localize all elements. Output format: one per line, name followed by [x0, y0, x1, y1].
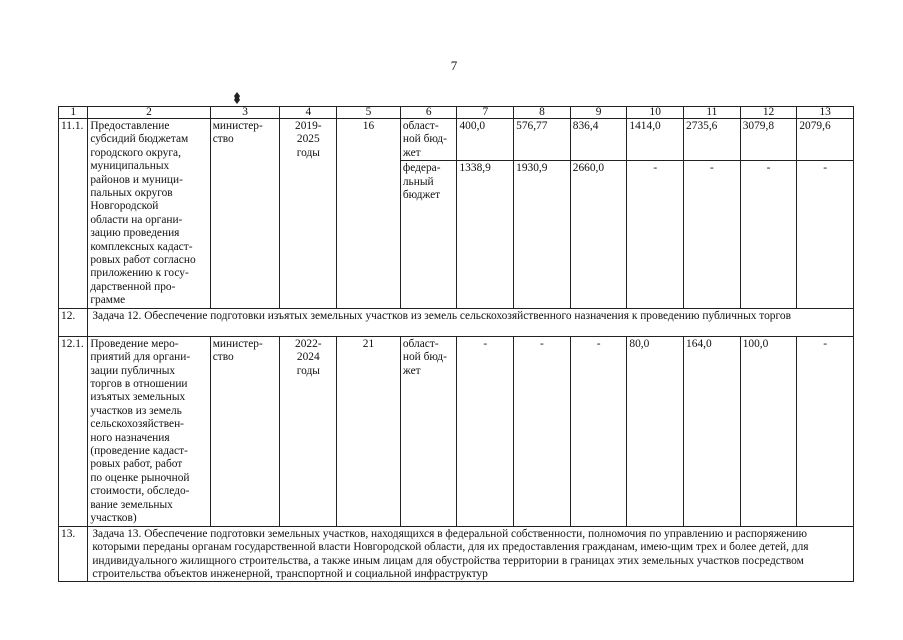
column-number: 2: [88, 107, 210, 119]
funding-value: 1338,9: [457, 161, 514, 308]
column-number: 12: [740, 107, 797, 119]
funding-value: -: [684, 161, 741, 308]
period: 2019- 2025 годы: [280, 119, 337, 309]
task-row: [59, 526, 854, 582]
column-number: 1: [59, 107, 88, 119]
period: 2022- 2024 годы: [280, 336, 337, 526]
task-number: 12.: [59, 308, 88, 336]
funding-value: 100,0: [740, 336, 797, 526]
funding-value: -: [514, 336, 571, 526]
funding-value: 2660,0: [570, 161, 627, 308]
funding-value: -: [457, 336, 514, 526]
funding-value: -: [797, 161, 854, 308]
task-text: Задача 13. Обеспечение подготовки земельных участков, находящихся в федеральной собственности, полномочия по управлению и распоряжению которыми переданы органам государственной власти Новгородской области, для их предоставления гражданам, имею-щим трех и более детей, для индивидуального жилищного строительства, а также иным лицам для обустройства территории в границах этих земельных участков посредством строительства объектов инженерной, транспортной и социальной инфраструктур: [88, 526, 854, 582]
funding-source: област- ной бюд- жет: [400, 336, 457, 526]
funding-value: 2735,6: [684, 119, 741, 161]
column-number: 10: [627, 107, 684, 119]
executor: министер- ство: [210, 119, 280, 309]
column-number: 7: [457, 107, 514, 119]
funding-value: 2079,6: [797, 119, 854, 161]
page-number: 7: [450, 58, 458, 73]
funding-value: 576,77: [514, 119, 571, 161]
column-number: 3: [210, 107, 280, 119]
column-number: 4: [280, 107, 337, 119]
column-number: 5: [337, 107, 401, 119]
task-text: Задача 12. Обеспечение подготовки изъятых земельных участков из земель сельскохозяйственного назначения к проведению публичных торгов: [88, 308, 854, 336]
funding-value: 80,0: [627, 336, 684, 526]
funding-value: 1414,0: [627, 119, 684, 161]
table-row: [59, 119, 854, 161]
activity-name: Проведение меро- приятий для органи- зации публичных торгов в отношении изъятых земельных участков из земель сельскохозяйствен- ного назначения (проведение кадаст- ровых работ, работ по оценке рыночной стоимости, обследо- вание земельных участков): [88, 336, 210, 526]
scan-mark-icon: [233, 92, 241, 104]
table-row: [59, 336, 854, 526]
funding-value: -: [570, 336, 627, 526]
funding-value: -: [740, 161, 797, 308]
column-number-row: [59, 107, 854, 119]
column-number: 8: [514, 107, 571, 119]
funding-value: 3079,8: [740, 119, 797, 161]
program-table: [58, 106, 854, 582]
funding-value: -: [797, 336, 854, 526]
row-number: 11.1.: [59, 119, 88, 309]
funding-source: федера- льный бюджет: [400, 161, 457, 308]
funding-value: 400,0: [457, 119, 514, 161]
task-number: 13.: [59, 526, 88, 582]
funding-value: 1930,9: [514, 161, 571, 308]
funding-value: -: [627, 161, 684, 308]
funding-value: 836,4: [570, 119, 627, 161]
funding-value: 164,0: [684, 336, 741, 526]
task-row: [59, 308, 854, 336]
column-number: 13: [797, 107, 854, 119]
executor: министер- ство: [210, 336, 280, 526]
target-indicator: 16: [337, 119, 401, 309]
activity-name: Предоставление субсидий бюджетам городского округа, муниципальных районов и муници- пальных округов Новгородской области на органи- зацию проведения комплексных кадаст- ровых работ согласно приложению к госу- дарственной про- грамме: [88, 119, 210, 309]
program-table-wrapper: [58, 106, 854, 582]
row-number: 12.1.: [59, 336, 88, 526]
column-number: 9: [570, 107, 627, 119]
column-number: 11: [684, 107, 741, 119]
target-indicator: 21: [337, 336, 401, 526]
funding-source: област- ной бюд- жет: [400, 119, 457, 161]
column-number: 6: [400, 107, 457, 119]
